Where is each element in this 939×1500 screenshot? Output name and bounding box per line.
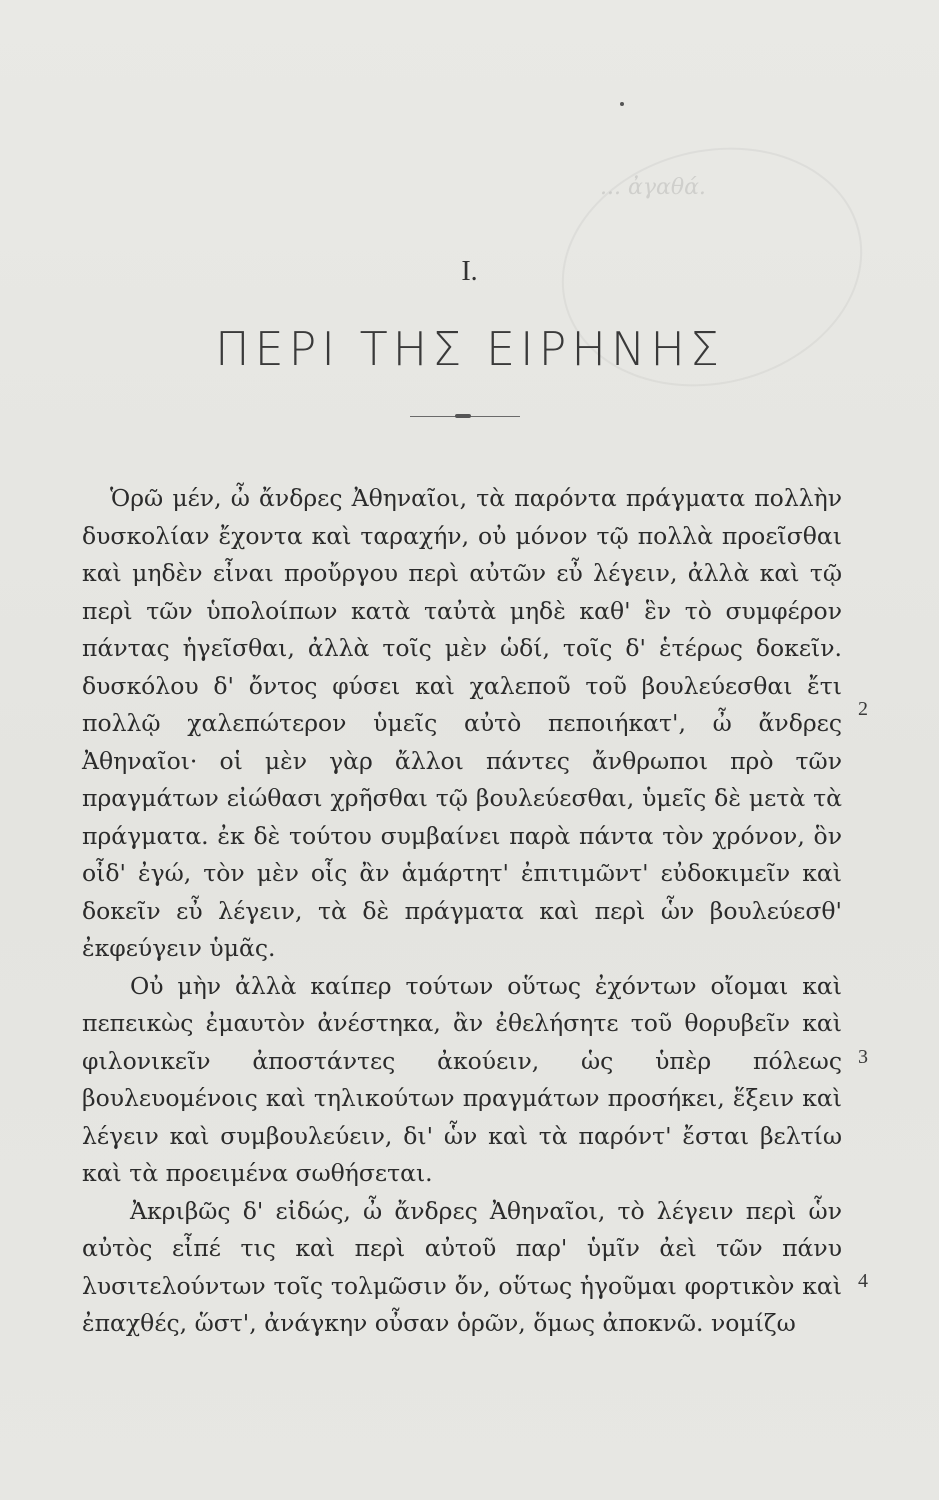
- paragraph-2: Οὐ μὴν ἀλλὰ καίπερ τούτων οὕτως ἐχόντων οἴομαι καὶ πεπεικὼς ἐμαυτὸν ἀνέστηκα, ἂν ἐθελήσητε τοῦ θορυβεῖν καὶ φιλονικεῖν ἀποστάντες ἀκούειν, ὡς ὑπὲρ πόλεως βουλευομένοις καὶ τηλικούτων πραγμάτων προσήκει, ἕξειν καὶ λέγειν καὶ συμβουλεύειν, δι' ὧν καὶ τὰ παρόντ' ἔσται βελτίω καὶ τὰ προειμένα σωθήσεται.: [82, 971, 842, 1187]
- section-marker-4: 4: [858, 1270, 868, 1292]
- section-number: I.: [461, 256, 478, 287]
- section-marker-2: 2: [858, 698, 868, 720]
- bleed-through-text: ... ἀγαθά.: [600, 175, 706, 200]
- ink-speck: [620, 102, 624, 106]
- paragraph-1: Ὁρῶ μέν, ὦ ἄνδρες Ἀθηναῖοι, τὰ παρόντα πράγματα πολλὴν δυσκολίαν ἔχοντα καὶ ταραχήν, οὐ μόνον τῷ πολλὰ προεῖσθαι καὶ μηδὲν εἶναι προὔργου περὶ αὐτῶν εὖ λέγειν, ἀλλὰ καὶ τῷ περὶ τῶν ὑπολοίπων κατὰ ταὐτὰ μηδὲ καθ' ἓν τὸ συμφέρον πάντας ἡγεῖσθαι, ἀλλὰ τοῖς μὲν ὡδί, τοῖς δ' ἑτέρως δοκεῖν. δυσκόλου δ' ὄντος φύσει καὶ χαλεποῦ τοῦ βουλεύεσθαι ἔτι πολλῷ χαλεπώτερον ὑμεῖς αὐτὸ πεποιήκατ', ὦ ἄνδρες Ἀθηναῖοι· οἱ μὲν γὰρ ἄλλοι πάντες ἄνθρωποι πρὸ τῶν πραγμάτων εἰώθασι χρῆσθαι τῷ βουλεύεσθαι, ὑμεῖς δὲ μετὰ τὰ πράγματα. ἐκ δὲ τούτου συμβαίνει παρὰ πάντα τὸν χρόνον, ὃν οἶδ' ἐγώ, τὸν μὲν οἷς ἂν ἁμάρτητ' ἐπιτιμῶντ' εὐδοκιμεῖν καὶ δοκεῖν εὖ λέγειν, τὰ δὲ πράγματα καὶ περὶ ὧν βουλεύεσθ' ἐκφεύγειν ὑμᾶς.: [82, 484, 842, 962]
- section-marker-3: 3: [858, 1046, 868, 1068]
- chapter-heading: ΠΕΡΙ ΤΗΣ ΕΙΡΗΝΗΣ: [215, 322, 724, 376]
- body-text: [82, 480, 842, 1343]
- divider-ornament: [455, 414, 471, 418]
- paragraph-3: Ἀκριβῶς δ' εἰδώς, ὦ ἄνδρες Ἀθηναῖοι, τὸ λέγειν περὶ ὧν αὐτὸς εἶπέ τις καὶ περὶ αὐτοῦ παρ' ὑμῖν ἀεὶ τῶν πάνυ λυσιτελούντων τοῖς τολμῶσιν ὄν, οὕτως ἡγοῦμαι φορτικὸν καὶ ἐπαχθές, ὥστ', ἀνάγκην οὖσαν ὁρῶν, ὅμως ἀποκνῶ. νομίζω: [82, 1196, 842, 1337]
